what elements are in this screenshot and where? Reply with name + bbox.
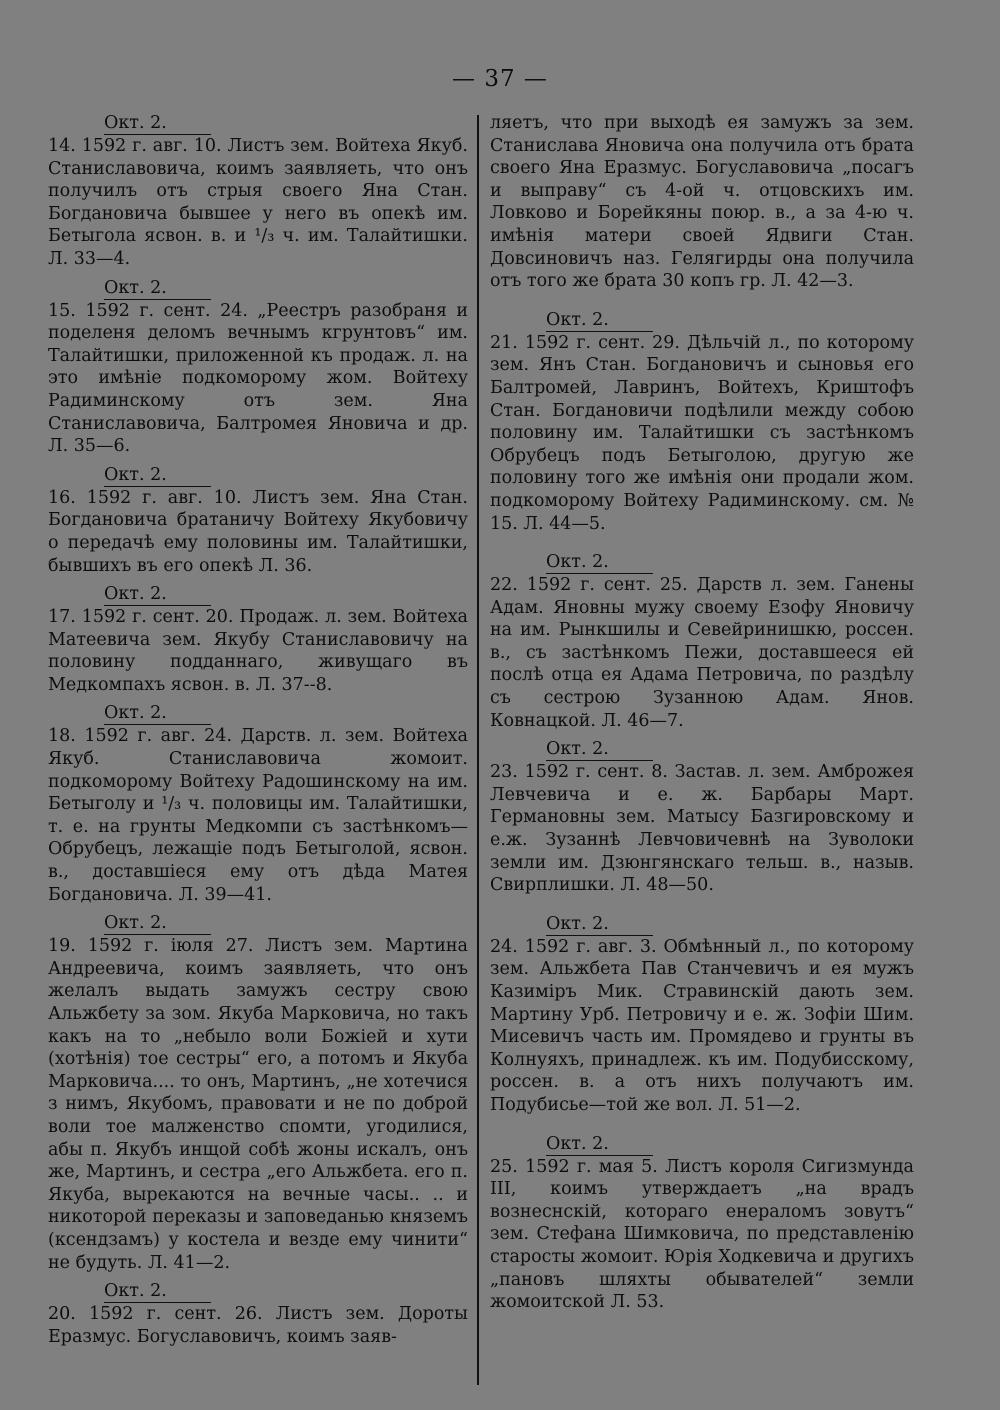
entry-date: Окт. 2. (104, 278, 211, 300)
right-column (490, 112, 914, 1320)
entry-21 (490, 309, 914, 535)
entry-23 (490, 738, 914, 897)
column-divider (477, 115, 479, 1385)
entry-text: 15. 1592 г. сент. 24. „Реестръ разобраня и поделеня деломъ вечнымъ кгрунтовъ“ им. Талайтишки, приложенной къ продаж. л. на это имѣніе подкоморому жом. Войтеху Радиминскому отъ зем. Яна Станиславовича, Балтромея Яновича и др. Л. 35—6. (48, 300, 468, 457)
entry-24 (490, 913, 914, 1117)
entry-text: 24. 1592 г. авг. 3. Обмѣнный л., по которому зем. Альжбета Пав Станчевичъ и ея мужъ Казиміръ Мик. Стравинскій дають зем. Мартину Урб. Петровичу и е. ж. Зофіи Шим. Мисевичъ часть им. Промядево и грунты въ Колнуяхъ, принадлеж. къ им. Подубисскому, россен. в. а отъ нихъ получаютъ им. Подубисье—той же вол. Л. 51—2. (490, 936, 914, 1115)
entry-date: Окт. 2. (104, 465, 211, 487)
entry-19 (48, 912, 468, 1274)
entry-text: 20. 1592 г. сент. 26. Листъ зем. Дороты Еразмус. Богуславовичъ, коимъ заяв- (48, 1304, 468, 1347)
page-number: — 37 — (452, 66, 548, 92)
entry-text: 19. 1592 г. іюля 27. Листъ зем. Мартина Андреевича, коимъ заявляеть, что онъ желалъ выдать замужъ сестру свою Альжбету за зом. Якуба Марковича, но такъ какъ на то „небыло воли Божіей и хути (хотѣнія) тое сестры“ его, а потомъ и Якуба Марковича.... то онъ, Мартинъ, „не хотечися з нимъ, Якубомъ, правовати и не по доброй воли тое малженство спомти, угодилися, абы п. Якубъ инщой собѣ жоны искалъ, онъ же, Мартинъ, и сестра „его Альжбета. его п. Якуба, вырекаются на вечные часы.. .. и никоторой переказы и заповеданью княземъ (ксендзамъ) у костела и везде ему чинити“ не будуть. Л. 41—2. (48, 936, 468, 1273)
entry-text: 23. 1592 г. сент. 8. Застав. л. зем. Амброжея Левчевича и е. ж. Барбары Март. Германовны зем. Матысу Базгировскому и е.ж. Зузаннѣ Левчовичевнѣ на Зуволоки земли им. Дзюнгянскаго тельш. в., назыв. Свирплишки. Л. 48—50. (490, 762, 914, 896)
entry-text: 14. 1592 г. авг. 10. Листъ зем. Войтеха Якуб. Станиславовича, коимъ заявляеть, что онъ получилъ отъ стрыя своего Яна Стан. Богдановича бывшее у него въ опекѣ им. Бетыгола ясвон. в. и ¹/₃ ч. им. Талайтишки. Л. 33—4. (48, 136, 468, 269)
entry-date: Окт. 2. (104, 913, 211, 935)
entry-date: Окт. 2. (104, 1281, 211, 1303)
entry-25 (490, 1133, 914, 1314)
left-column (48, 112, 468, 1354)
spacer (490, 1123, 914, 1133)
entry-20-continued (490, 112, 914, 293)
spacer (490, 541, 914, 551)
entry-text: 22. 1592 г. сент. 25. Дарств л. зем. Ганены Адам. Яновны мужу своему Езофу Яновичу на им. Рынкшилы и Севейринишкю, россен. в., съ застѣнкомъ Пежи, доставшееся ей послѣ отца ея Адама Петровича, по раздѣлу съ сестрою Зузанною Адам. Янов. Ковнацкой. Л. 46—7. (490, 575, 914, 731)
spacer (490, 903, 914, 913)
entry-18 (48, 702, 468, 906)
entry-text: 21. 1592 г. сент. 29. Дѣльчій л., по которому зем. Янъ Стан. Богдановичъ и сыновья его Балтромей, Лавринъ, Войтехъ, Криштофъ Стан. Богдановичи подѣлили между собою половину им. Талайтишки съ застѣнкомъ Обрубецъ подъ Бетыголою, другую же половину того же имѣнія они продали жом. подкоморому Войтеху Радиминскому. см. № 15. Л. 44—5. (490, 332, 914, 534)
entry-15 (48, 277, 468, 458)
entry-date: Окт. 2. (104, 113, 211, 135)
entry-date: Окт. 2. (546, 739, 653, 761)
entry-date: Окт. 2. (546, 310, 653, 332)
entry-date: Окт. 2. (104, 703, 211, 725)
entry-text: 16. 1592 г. авг. 10. Листъ зем. Яна Стан. Богдановича братаничу Войтеху Якубовичу о передачѣ ему половины им. Талайтишки, бывшихъ въ его опекѣ Л. 36. (48, 487, 468, 576)
entry-text: ляетъ, что при выходѣ ея замужъ за зем. Станислава Яновича она получила отъ брата своего Яна Еразмус. Богуславовича „посагъ и выправу“ съ 4-ой ч. отцовскихъ им. Ловково и Борейкяны поюр. в., а за 4-ю ч. имѣнія матери своей Ядвиги Стан. Довсиновичъ наз. Гелягирды она получила отъ того же брата 30 копъ гр. Л. 42—3. (490, 113, 914, 292)
entry-date: Окт. 2. (546, 552, 653, 574)
entry-date: Окт. 2. (546, 1134, 653, 1156)
entry-date: Окт. 2. (104, 584, 211, 606)
entry-text: 17. 1592 г. сент. 20. Продаж. л. зем. Войтеха Матеевича зем. Якубу Станиславовичу на половину подданнаго, живущаго въ Медкомпахъ ясвон. в. Л. 37--8. (48, 607, 468, 695)
entry-17 (48, 583, 468, 696)
entry-14 (48, 112, 468, 271)
entry-text: 25. 1592 г. мая 5. Листъ короля Сигизмунда III, коимъ утверждаетъ „на врадъ вознеснскій, котораго енераломъ зовутъ“ зем. Стефана Шимковича, по представленію старосты жомоит. Юрія Ходкевича и другихъ „пановъ шляхты обывателей“ земли жомоитской Л. 53. (490, 1156, 914, 1313)
entry-20 (48, 1280, 468, 1348)
entry-16 (48, 464, 468, 577)
entry-date: Окт. 2. (546, 914, 653, 936)
entry-22 (490, 551, 914, 732)
entry-text: 18. 1592 г. авг. 24. Дарств. л. зем. Войтеха Якуб. Станиславовича жомоит. подкоморому Войтеху Радошинскому на им. Бетыголу и ¹/₃ ч. половицы им. Талайтишки, т. е. на грунты Медкомпи съ застѣнкомъ—Обрубецъ, лежащіе подъ Бетыголой, ясвон. в., доставшіеся ему отъ дѣда Матея Богдановича. Л. 39—41. (48, 726, 468, 905)
spacer (490, 299, 914, 309)
